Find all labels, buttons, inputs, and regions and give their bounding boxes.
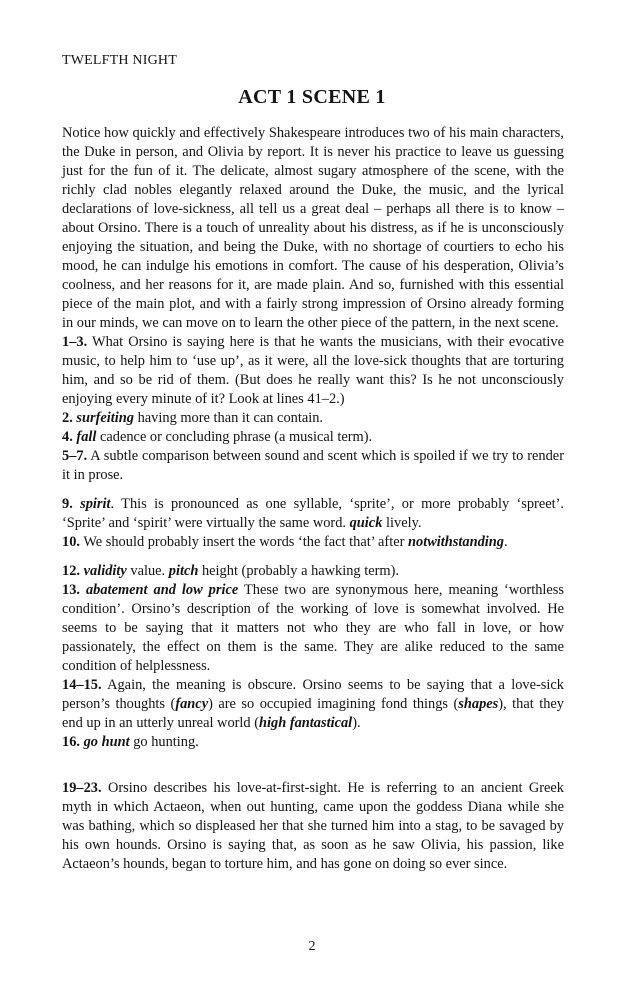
note-number: 9. bbox=[62, 496, 73, 512]
note-term: spirit bbox=[80, 496, 111, 512]
note-16 bbox=[62, 733, 564, 752]
note-1-3 bbox=[62, 333, 564, 409]
note-text: ) are so occupied imagining fond things ( bbox=[208, 696, 459, 712]
note-term: pitch bbox=[168, 563, 199, 579]
note-13 bbox=[62, 581, 564, 676]
note-number: 2. bbox=[62, 410, 73, 426]
note-text: value. bbox=[130, 563, 166, 579]
note-14-15 bbox=[62, 676, 564, 733]
note-number: 1–3. bbox=[62, 334, 88, 350]
intro-paragraph: Notice how quickly and effectively Shakespeare introduces two of his main characters, the Duke in person, and Olivia by report. It is never his practice to leave us guessing just for the fun of it. The delicate, almost sugary atmosphere of the scene, with the richly clad nobles elegantly relaxed around the Duke, the music, and the lyrical declarations of love-sickness, all tell us a great deal – perhaps all there is to know – about Orsino. There is a touch of unreality about his distress, as if he is unconsciously enjoying the situation, and being the Duke, with no shortage of courtiers to echo his mood, he can indulge his emotions in comfort. The cause of his desperation, Olivia’s coolness, and her reasons for it, are made plain. And so, furnished with this essential piece of the main plot, and with a fairly strong impression of Orsino already forming in our minds, we can move on to learn the other piece of the pattern, in the next scene. bbox=[62, 125, 564, 331]
note-text: These two are synonymous here, meaning ‘worthless condition’. Orsino’s description of the working of love is somewhat involved. He seems to be saying that it matters not who they are who fall in love, or how passionately, the effect on them is the same. They are alike reduced to the same condition of helplessness. bbox=[62, 582, 564, 674]
note-text: go hunting. bbox=[133, 734, 199, 750]
commentary-body bbox=[62, 124, 564, 874]
note-term: notwithstanding bbox=[408, 534, 505, 550]
note-term: abatement and low price bbox=[85, 582, 239, 598]
note-9 bbox=[62, 495, 564, 533]
page-number: 2 bbox=[308, 939, 316, 954]
note-text: Again, the meaning is obscure. Orsino seems to be saying that a love-sick person’s thoughts ( bbox=[62, 677, 564, 712]
note-text: ), that they end up in an utterly unreal world ( bbox=[62, 696, 564, 731]
note-number: 19–23. bbox=[62, 780, 102, 796]
note-2 bbox=[62, 409, 564, 428]
note-number: 14–15. bbox=[62, 677, 102, 693]
page-title: ACT 1 SCENE 1 bbox=[238, 86, 386, 108]
note-text: having more than it can contain. bbox=[137, 410, 324, 426]
note-text: A subtle comparison between sound and scent which is spoiled if we try to render it in prose. bbox=[62, 448, 564, 483]
running-head: TWELFTH NIGHT bbox=[62, 53, 177, 68]
note-number: 10. bbox=[62, 534, 80, 550]
note-number: 5–7. bbox=[62, 448, 88, 464]
note-number: 4. bbox=[62, 429, 73, 445]
note-term: go hunt bbox=[83, 734, 130, 750]
note-text: cadence or concluding phrase (a musical term). bbox=[100, 429, 373, 445]
note-term: validity bbox=[83, 563, 127, 579]
note-term: surfeiting bbox=[76, 410, 134, 426]
note-text: lively. bbox=[386, 515, 422, 531]
note-term: shapes bbox=[458, 696, 499, 712]
note-4 bbox=[62, 428, 564, 447]
note-term: fancy bbox=[175, 696, 209, 712]
note-text: ). bbox=[352, 715, 361, 731]
note-term: quick bbox=[349, 515, 383, 531]
note-text: . bbox=[504, 534, 508, 550]
note-5-7 bbox=[62, 447, 564, 485]
note-number: 12. bbox=[62, 563, 80, 579]
note-number: 16. bbox=[62, 734, 80, 750]
note-19-23 bbox=[62, 779, 564, 874]
note-text: . This is pronounced as one syllable, ‘sprite’, or more probably ‘spreet’. ‘Sprite’ and ‘spirit’ were virtually the same word. bbox=[62, 496, 564, 531]
note-text: Orsino describes his love-at-first-sight. He is referring to an ancient Greek myth in which Actaeon, when out hunting, came upon the goddess Diana while she was bathing, which so displeased her that she turned him into a stag, to be savaged by his own hounds. Orsino is saying that, as soon as he saw Olivia, his passion, like Actaeon’s hounds, began to torture him, and has gone on doing so ever since. bbox=[62, 780, 564, 872]
note-text: What Orsino is saying here is that he wants the musicians, with their evocative music, to help him to ‘use up’, as it were, all the love-sick thoughts that are torturing him, and so be rid of them. (But does he really want this? Is he not unconsciously enjoying every minute of it? Look at lines 41–2.) bbox=[62, 334, 564, 407]
note-number: 13. bbox=[62, 582, 80, 598]
note-10 bbox=[62, 533, 564, 552]
note-term: fall bbox=[76, 429, 97, 445]
note-term: high fantastical bbox=[259, 715, 353, 731]
note-text: We should probably insert the words ‘the fact that’ after bbox=[83, 534, 405, 550]
note-12 bbox=[62, 562, 564, 581]
note-text: height (probably a hawking term). bbox=[201, 563, 399, 579]
